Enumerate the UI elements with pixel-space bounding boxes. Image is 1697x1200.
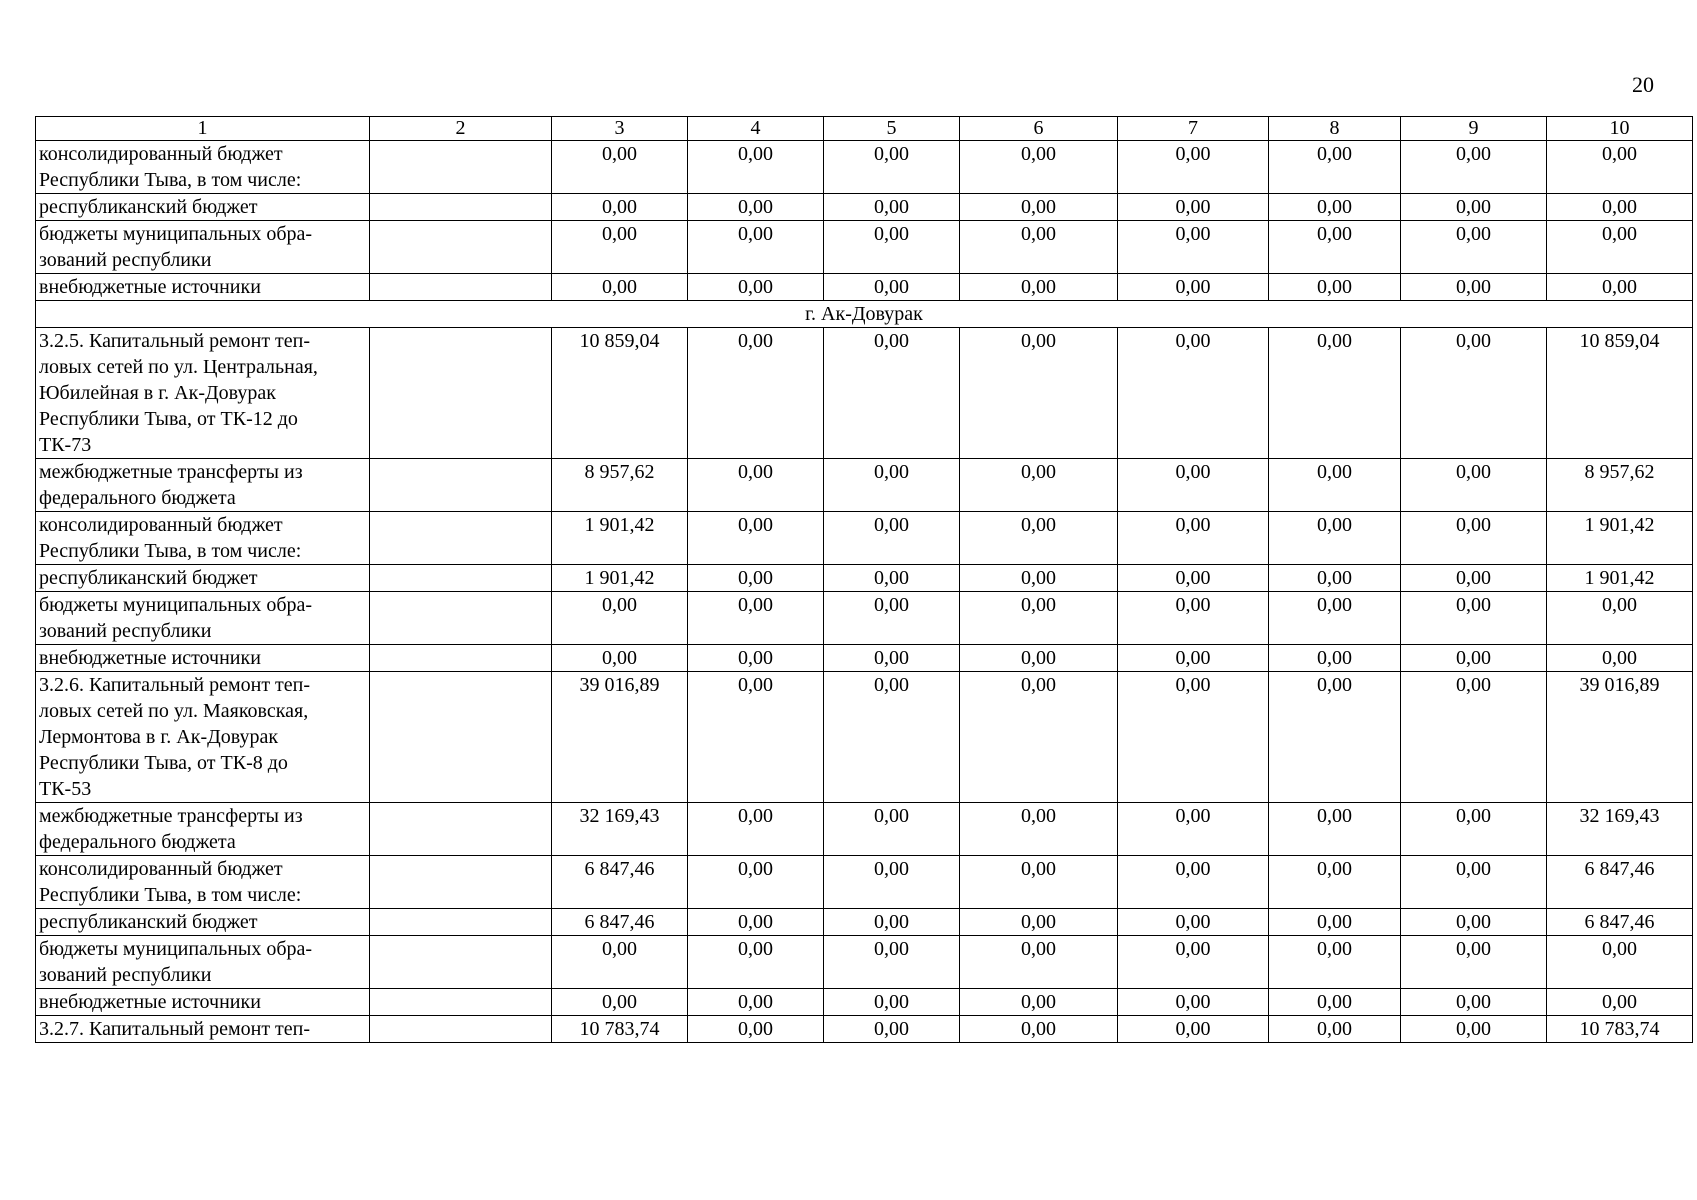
amount-cell: 0,00 — [824, 328, 960, 459]
column-header: 10 — [1547, 117, 1693, 141]
amount-cell: 32 169,43 — [1547, 803, 1693, 856]
empty-cell — [370, 221, 552, 274]
amount-cell: 0,00 — [824, 803, 960, 856]
amount-cell: 1 901,42 — [1547, 565, 1693, 592]
amount-cell: 0,00 — [1547, 645, 1693, 672]
amount-cell: 0,00 — [1401, 565, 1547, 592]
amount-cell: 0,00 — [688, 592, 824, 645]
amount-cell: 0,00 — [824, 592, 960, 645]
amount-cell: 0,00 — [1401, 672, 1547, 803]
amount-cell: 0,00 — [1401, 459, 1547, 512]
row-description: республиканский бюджет — [36, 565, 370, 592]
amount-cell: 0,00 — [1269, 221, 1401, 274]
amount-cell: 0,00 — [1269, 512, 1401, 565]
table-row — [36, 512, 1693, 565]
empty-cell — [370, 856, 552, 909]
column-header: 8 — [1269, 117, 1401, 141]
amount-cell: 0,00 — [960, 221, 1118, 274]
empty-cell — [370, 592, 552, 645]
amount-cell: 0,00 — [688, 1016, 824, 1043]
amount-cell: 0,00 — [824, 672, 960, 803]
amount-cell: 0,00 — [960, 459, 1118, 512]
amount-cell: 0,00 — [960, 141, 1118, 194]
table-row — [36, 565, 1693, 592]
amount-cell: 0,00 — [552, 645, 688, 672]
amount-cell: 0,00 — [1547, 989, 1693, 1016]
amount-cell: 0,00 — [1269, 803, 1401, 856]
amount-cell: 0,00 — [1118, 645, 1269, 672]
amount-cell: 0,00 — [824, 936, 960, 989]
row-description: 3.2.5. Капитальный ремонт теп- ловых сетей по ул. Центральная, Юбилейная в г. Ак-Довурак Республики Тыва, от ТК-12 до ТК-73 — [36, 328, 370, 459]
amount-cell: 0,00 — [1118, 565, 1269, 592]
empty-cell — [370, 141, 552, 194]
amount-cell: 0,00 — [1401, 856, 1547, 909]
amount-cell: 0,00 — [1269, 856, 1401, 909]
amount-cell: 0,00 — [1547, 274, 1693, 301]
amount-cell: 0,00 — [1269, 989, 1401, 1016]
amount-cell: 0,00 — [552, 989, 688, 1016]
amount-cell: 0,00 — [1118, 592, 1269, 645]
table-row — [36, 592, 1693, 645]
empty-cell — [370, 936, 552, 989]
empty-cell — [370, 459, 552, 512]
amount-cell: 0,00 — [688, 803, 824, 856]
empty-cell — [370, 565, 552, 592]
column-header: 5 — [824, 117, 960, 141]
amount-cell: 0,00 — [1401, 1016, 1547, 1043]
column-header: 6 — [960, 117, 1118, 141]
table-row — [36, 645, 1693, 672]
row-description: внебюджетные источники — [36, 274, 370, 301]
amount-cell: 0,00 — [1118, 221, 1269, 274]
amount-cell: 0,00 — [960, 989, 1118, 1016]
amount-cell: 0,00 — [824, 141, 960, 194]
table-row — [36, 936, 1693, 989]
table-row — [36, 221, 1693, 274]
empty-cell — [370, 909, 552, 936]
amount-cell: 0,00 — [824, 856, 960, 909]
amount-cell: 0,00 — [824, 909, 960, 936]
amount-cell: 0,00 — [824, 1016, 960, 1043]
row-description: бюджеты муниципальных обра- зований республики — [36, 592, 370, 645]
amount-cell: 0,00 — [1401, 274, 1547, 301]
amount-cell: 0,00 — [824, 459, 960, 512]
amount-cell: 0,00 — [1269, 565, 1401, 592]
empty-cell — [370, 803, 552, 856]
row-description: бюджеты муниципальных обра- зований республики — [36, 936, 370, 989]
table-row — [36, 989, 1693, 1016]
amount-cell: 0,00 — [960, 328, 1118, 459]
amount-cell: 0,00 — [1269, 592, 1401, 645]
amount-cell: 0,00 — [1269, 672, 1401, 803]
row-description: консолидированный бюджет Республики Тыва, в том числе: — [36, 856, 370, 909]
amount-cell: 0,00 — [960, 1016, 1118, 1043]
amount-cell: 0,00 — [960, 565, 1118, 592]
row-description: республиканский бюджет — [36, 909, 370, 936]
section-title: г. Ак-Довурак — [36, 301, 1693, 328]
amount-cell: 0,00 — [1118, 856, 1269, 909]
table-row — [36, 672, 1693, 803]
amount-cell: 0,00 — [688, 141, 824, 194]
amount-cell: 0,00 — [960, 803, 1118, 856]
amount-cell: 0,00 — [1401, 194, 1547, 221]
amount-cell: 0,00 — [1269, 328, 1401, 459]
amount-cell: 0,00 — [1118, 803, 1269, 856]
amount-cell: 1 901,42 — [552, 565, 688, 592]
amount-cell: 0,00 — [688, 989, 824, 1016]
table-row — [36, 328, 1693, 459]
amount-cell: 39 016,89 — [552, 672, 688, 803]
amount-cell: 0,00 — [960, 274, 1118, 301]
row-description: 3.2.7. Капитальный ремонт теп- — [36, 1016, 370, 1043]
amount-cell: 0,00 — [1118, 328, 1269, 459]
amount-cell: 6 847,46 — [552, 909, 688, 936]
column-header: 7 — [1118, 117, 1269, 141]
amount-cell: 0,00 — [1401, 645, 1547, 672]
amount-cell: 0,00 — [1118, 459, 1269, 512]
amount-cell: 0,00 — [960, 592, 1118, 645]
amount-cell: 0,00 — [960, 936, 1118, 989]
column-number-row — [36, 117, 1693, 141]
table-row — [36, 1016, 1693, 1043]
amount-cell: 0,00 — [1118, 141, 1269, 194]
amount-cell: 0,00 — [1401, 803, 1547, 856]
amount-cell: 0,00 — [688, 459, 824, 512]
financing-table — [35, 116, 1693, 1043]
column-header: 4 — [688, 117, 824, 141]
amount-cell: 0,00 — [1547, 221, 1693, 274]
amount-cell: 0,00 — [1118, 274, 1269, 301]
empty-cell — [370, 645, 552, 672]
row-description: межбюджетные трансферты из федерального бюджета — [36, 459, 370, 512]
amount-cell: 0,00 — [1118, 512, 1269, 565]
amount-cell: 0,00 — [1547, 141, 1693, 194]
amount-cell: 10 783,74 — [1547, 1016, 1693, 1043]
empty-cell — [370, 989, 552, 1016]
amount-cell: 39 016,89 — [1547, 672, 1693, 803]
amount-cell: 0,00 — [1269, 459, 1401, 512]
amount-cell: 0,00 — [1547, 194, 1693, 221]
amount-cell: 0,00 — [824, 194, 960, 221]
table-row — [36, 194, 1693, 221]
amount-cell: 0,00 — [1269, 936, 1401, 989]
empty-cell — [370, 1016, 552, 1043]
amount-cell: 0,00 — [960, 645, 1118, 672]
amount-cell: 0,00 — [688, 274, 824, 301]
amount-cell: 0,00 — [824, 274, 960, 301]
column-header: 9 — [1401, 117, 1547, 141]
amount-cell: 0,00 — [824, 512, 960, 565]
amount-cell: 0,00 — [1401, 328, 1547, 459]
amount-cell: 0,00 — [688, 909, 824, 936]
amount-cell: 0,00 — [960, 672, 1118, 803]
empty-cell — [370, 194, 552, 221]
amount-cell: 0,00 — [688, 856, 824, 909]
amount-cell: 0,00 — [960, 856, 1118, 909]
page-number: 20 — [1632, 72, 1654, 97]
amount-cell: 0,00 — [688, 645, 824, 672]
amount-cell: 0,00 — [824, 565, 960, 592]
amount-cell: 10 859,04 — [552, 328, 688, 459]
amount-cell: 0,00 — [824, 989, 960, 1016]
amount-cell: 0,00 — [1401, 592, 1547, 645]
amount-cell: 0,00 — [552, 936, 688, 989]
amount-cell: 0,00 — [688, 672, 824, 803]
column-header: 3 — [552, 117, 688, 141]
amount-cell: 0,00 — [1269, 645, 1401, 672]
amount-cell: 0,00 — [688, 565, 824, 592]
amount-cell: 0,00 — [688, 221, 824, 274]
row-description: консолидированный бюджет Республики Тыва, в том числе: — [36, 512, 370, 565]
amount-cell: 6 847,46 — [1547, 909, 1693, 936]
empty-cell — [370, 672, 552, 803]
table-row — [36, 856, 1693, 909]
column-header: 2 — [370, 117, 552, 141]
amount-cell: 0,00 — [552, 274, 688, 301]
row-description: межбюджетные трансферты из федерального бюджета — [36, 803, 370, 856]
table-row — [36, 274, 1693, 301]
amount-cell: 0,00 — [960, 512, 1118, 565]
amount-cell: 6 847,46 — [1547, 856, 1693, 909]
table-row — [36, 141, 1693, 194]
amount-cell: 0,00 — [1269, 1016, 1401, 1043]
row-description: внебюджетные источники — [36, 645, 370, 672]
amount-cell: 0,00 — [1269, 141, 1401, 194]
amount-cell: 0,00 — [1118, 672, 1269, 803]
amount-cell: 8 957,62 — [1547, 459, 1693, 512]
amount-cell: 0,00 — [824, 221, 960, 274]
amount-cell: 0,00 — [1118, 194, 1269, 221]
amount-cell: 1 901,42 — [1547, 512, 1693, 565]
column-header: 1 — [36, 117, 370, 141]
amount-cell: 0,00 — [1547, 936, 1693, 989]
amount-cell: 0,00 — [1269, 194, 1401, 221]
amount-cell: 0,00 — [960, 194, 1118, 221]
amount-cell: 0,00 — [1401, 989, 1547, 1016]
amount-cell: 10 783,74 — [552, 1016, 688, 1043]
amount-cell: 0,00 — [1118, 1016, 1269, 1043]
amount-cell: 0,00 — [960, 909, 1118, 936]
amount-cell: 8 957,62 — [552, 459, 688, 512]
row-description: внебюджетные источники — [36, 989, 370, 1016]
amount-cell: 1 901,42 — [552, 512, 688, 565]
empty-cell — [370, 512, 552, 565]
row-description: 3.2.6. Капитальный ремонт теп- ловых сетей по ул. Маяковская, Лермонтова в г. Ак-Довурак Республики Тыва, от ТК-8 до ТК-53 — [36, 672, 370, 803]
empty-cell — [370, 328, 552, 459]
amount-cell: 0,00 — [1118, 936, 1269, 989]
amount-cell: 0,00 — [1401, 909, 1547, 936]
amount-cell: 0,00 — [552, 592, 688, 645]
amount-cell: 0,00 — [1401, 141, 1547, 194]
row-description: бюджеты муниципальных обра- зований республики — [36, 221, 370, 274]
empty-cell — [370, 274, 552, 301]
amount-cell: 0,00 — [688, 194, 824, 221]
amount-cell: 0,00 — [1401, 512, 1547, 565]
table-row — [36, 909, 1693, 936]
row-description: республиканский бюджет — [36, 194, 370, 221]
amount-cell: 0,00 — [688, 512, 824, 565]
amount-cell: 0,00 — [1401, 221, 1547, 274]
table-body — [36, 117, 1693, 1043]
amount-cell: 0,00 — [1547, 592, 1693, 645]
amount-cell: 0,00 — [552, 221, 688, 274]
amount-cell: 0,00 — [824, 645, 960, 672]
table-row — [36, 459, 1693, 512]
row-description: консолидированный бюджет Республики Тыва, в том числе: — [36, 141, 370, 194]
amount-cell: 0,00 — [688, 328, 824, 459]
amount-cell: 0,00 — [688, 936, 824, 989]
section-row — [36, 301, 1693, 328]
amount-cell: 0,00 — [1269, 274, 1401, 301]
amount-cell: 0,00 — [552, 194, 688, 221]
amount-cell: 32 169,43 — [552, 803, 688, 856]
table-row — [36, 803, 1693, 856]
amount-cell: 0,00 — [1401, 936, 1547, 989]
amount-cell: 10 859,04 — [1547, 328, 1693, 459]
amount-cell: 0,00 — [1118, 909, 1269, 936]
amount-cell: 0,00 — [1118, 989, 1269, 1016]
amount-cell: 0,00 — [1269, 909, 1401, 936]
amount-cell: 0,00 — [552, 141, 688, 194]
amount-cell: 6 847,46 — [552, 856, 688, 909]
